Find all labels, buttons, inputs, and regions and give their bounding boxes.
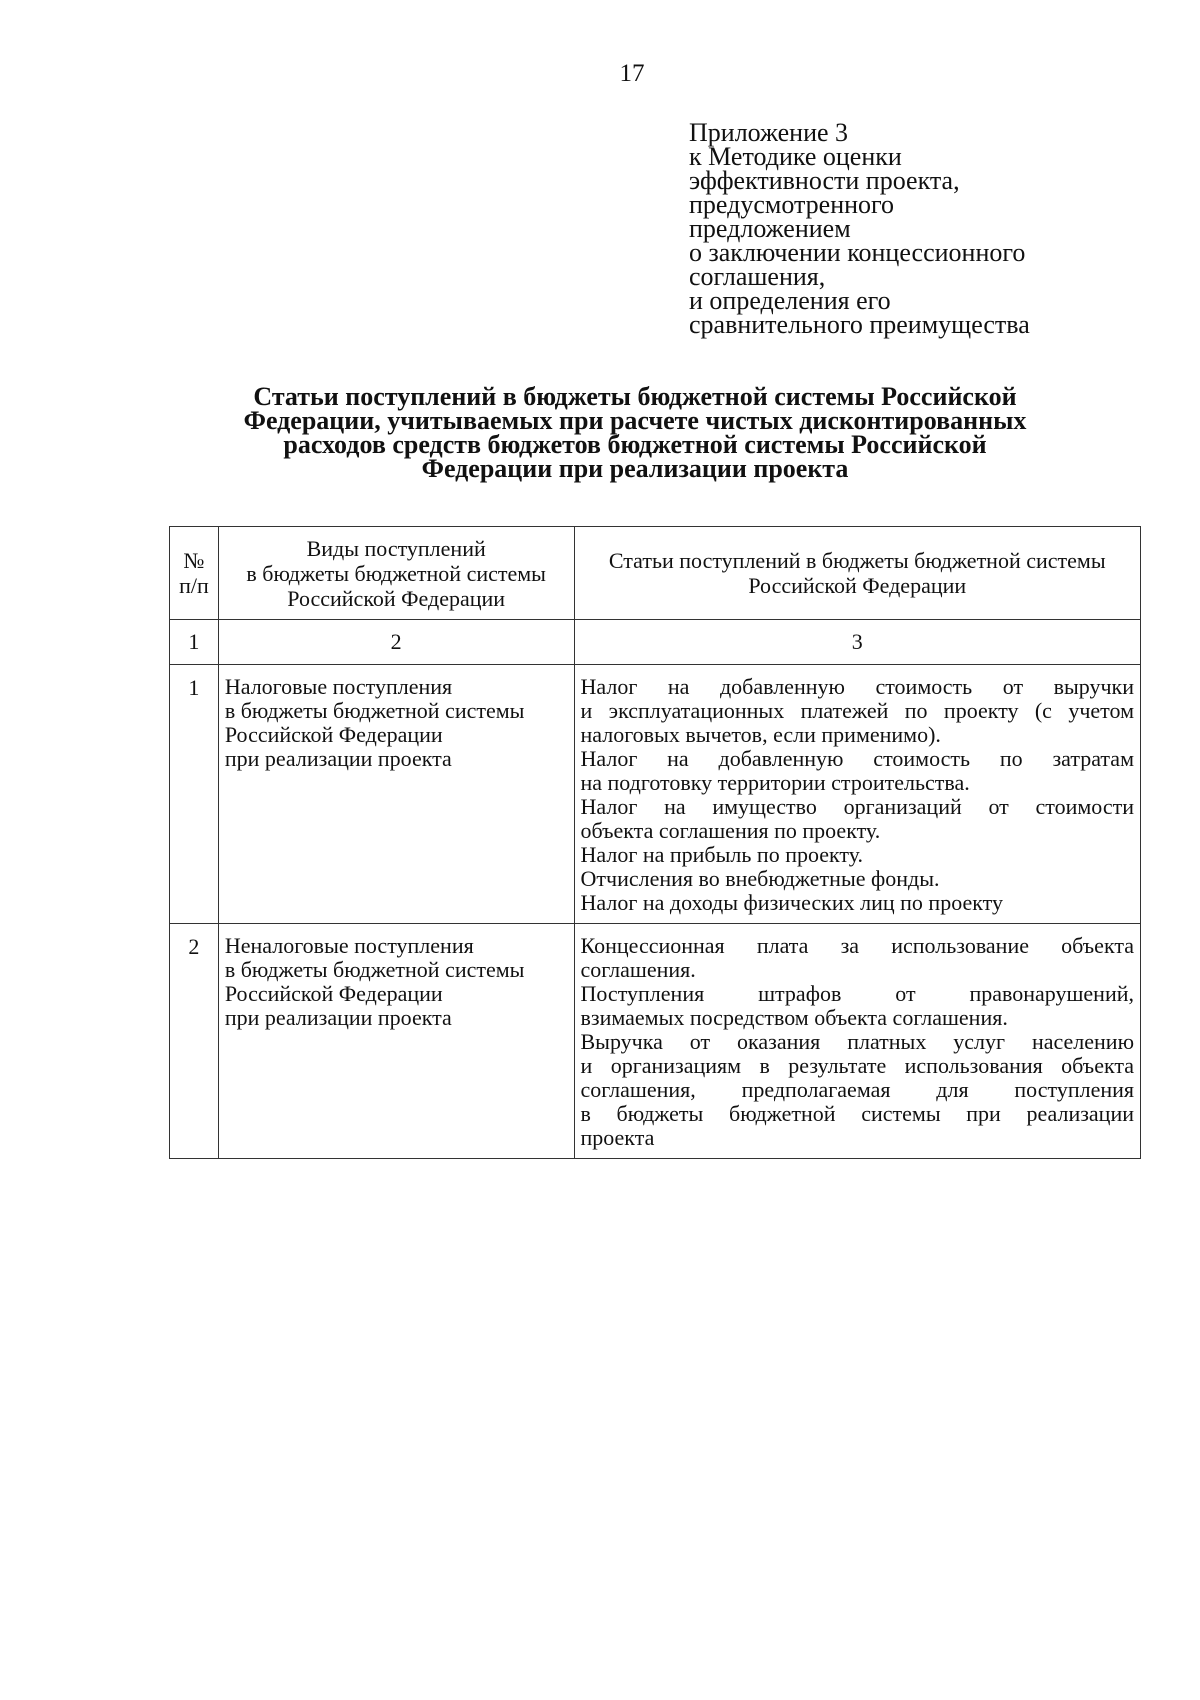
- title-line: расходов средств бюджетов бюджетной системы Российской: [283, 430, 987, 459]
- appendix-line: эффективности проекта,: [689, 166, 960, 195]
- header-revenue-type: [218, 527, 574, 620]
- appendix-line: о заключении концессионного: [689, 238, 1026, 267]
- header-item-line: Российской Федерации: [748, 573, 967, 598]
- appendix-line: Приложение 3: [689, 118, 849, 147]
- revenue-type-line: в бюджеты бюджетной системы: [224, 957, 525, 982]
- revenue-item-line: в бюджеты бюджетной системы при реализации: [580, 1101, 1134, 1126]
- revenue-item-line: налоговых вычетов, если применимо).: [580, 722, 941, 747]
- appendix-line: соглашения,: [689, 262, 826, 291]
- header-num: [170, 527, 219, 620]
- revenue-item-line: Выручка от оказания платных услуг населению: [580, 1029, 1134, 1054]
- page-number: 17: [619, 60, 645, 87]
- revenue-item-line: Отчисления во внебюджетные фонды.: [580, 866, 940, 891]
- column-number: 2: [218, 620, 574, 665]
- revenue-type-line: при реализации проекта: [224, 746, 452, 771]
- revenue-type-cell: [218, 924, 574, 1159]
- revenue-type-line: Российской Федерации: [224, 981, 443, 1006]
- appendix-line: к Методике оценки: [689, 142, 902, 171]
- revenue-items-cell: [574, 924, 1141, 1159]
- revenue-type-line: Российской Федерации: [224, 722, 443, 747]
- table-header-row: [170, 527, 1141, 620]
- appendix-reference: [689, 118, 1109, 339]
- header-type-line: в бюджеты бюджетной системы: [246, 560, 546, 586]
- revenue-item-line: взимаемых посредством объекта соглашения.: [580, 1005, 1008, 1030]
- revenue-item-line: и эксплуатационных платежей по проекту (с учетом: [580, 698, 1134, 723]
- revenue-item-line: Налог на прибыль по проекту.: [580, 842, 864, 867]
- appendix-line: предусмотренного: [689, 190, 895, 219]
- revenue-type-cell: [218, 665, 574, 924]
- header-revenue-items: [574, 527, 1141, 620]
- appendix-line: предложением: [689, 214, 851, 243]
- revenue-item-line: соглашения.: [580, 957, 696, 982]
- column-number: 3: [574, 620, 1141, 665]
- header-item-line: Статьи поступлений в бюджеты бюджетной системы: [608, 548, 1106, 573]
- revenue-table: [169, 526, 1141, 1159]
- revenue-items-cell: [574, 665, 1141, 924]
- row-number: 2: [170, 924, 219, 1159]
- revenue-item-line: Налог на имущество организаций от стоимости: [580, 794, 1134, 819]
- header-type-line: Российской Федерации: [287, 585, 506, 611]
- revenue-item-line: Налог на добавленную стоимость по затратам: [580, 746, 1134, 771]
- header-num-line: №: [183, 548, 205, 573]
- title-line: Федерации при реализации проекта: [421, 454, 849, 483]
- table-row: [170, 924, 1141, 1159]
- revenue-item-line: Налог на доходы физических лиц по проекту: [580, 890, 1003, 915]
- title-line: Статьи поступлений в бюджеты бюджетной системы Российской: [253, 382, 1017, 411]
- revenue-type-line: Неналоговые поступления: [224, 933, 474, 958]
- revenue-type-line: при реализации проекта: [224, 1005, 452, 1030]
- column-number: 1: [170, 620, 219, 665]
- revenue-item-line: и организациям в результате использования объекта: [580, 1053, 1134, 1078]
- header-num-line: п/п: [179, 573, 209, 598]
- revenue-item-line: соглашения, предполагаемая для поступления: [580, 1077, 1134, 1102]
- revenue-type-line: Налоговые поступления: [224, 674, 453, 699]
- document-title: [170, 382, 1100, 483]
- revenue-item-line: на подготовку территории строительства.: [580, 770, 970, 795]
- revenue-item-line: объекта соглашения по проекту.: [580, 818, 881, 843]
- appendix-line: сравнительного преимущества: [689, 310, 1030, 339]
- revenue-item-line: проекта: [580, 1125, 655, 1150]
- revenue-item-line: Концессионная плата за использование объекта: [580, 933, 1134, 958]
- title-line: Федерации, учитываемых при расчете чистых дисконтированных: [243, 406, 1027, 435]
- header-type-line: Виды поступлений: [306, 535, 486, 561]
- revenue-item-line: Поступления штрафов от правонарушений,: [580, 981, 1134, 1006]
- column-number-row: [170, 620, 1141, 665]
- revenue-item-line: Налог на добавленную стоимость от выручки: [580, 674, 1134, 699]
- appendix-line: и определения его: [689, 286, 891, 315]
- revenue-type-line: в бюджеты бюджетной системы: [224, 698, 525, 723]
- row-number: 1: [170, 665, 219, 924]
- table-row: [170, 665, 1141, 924]
